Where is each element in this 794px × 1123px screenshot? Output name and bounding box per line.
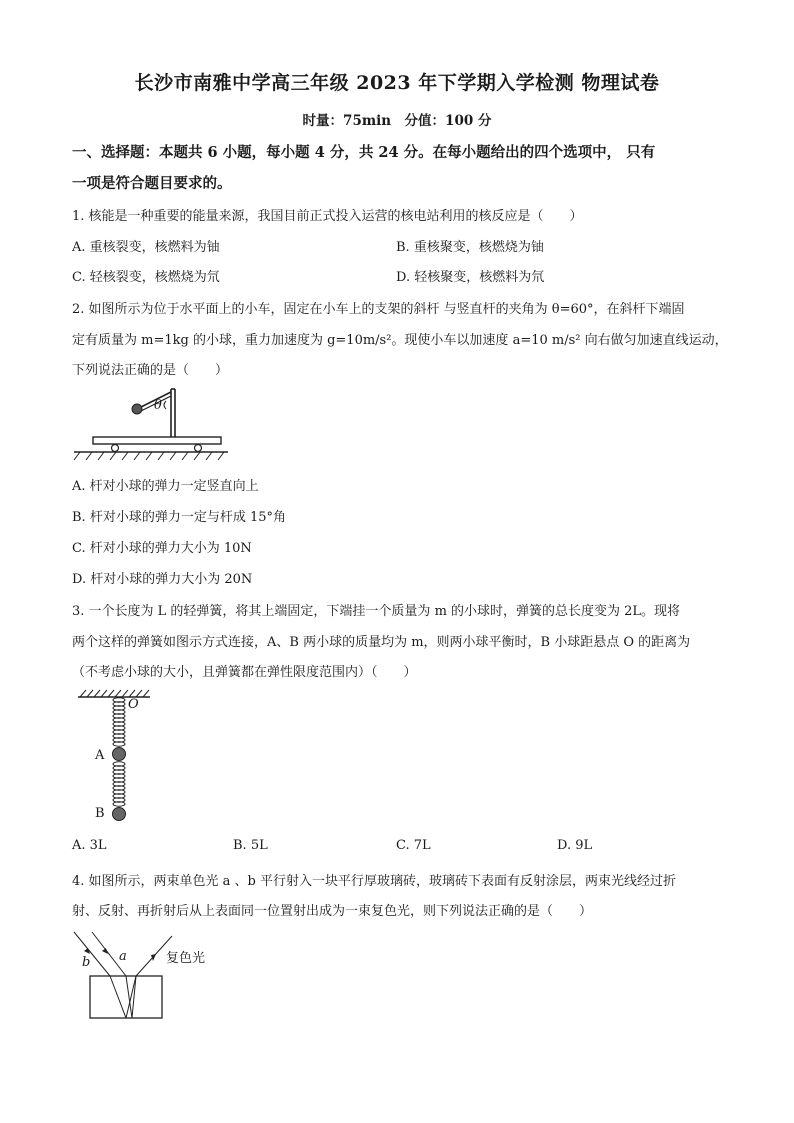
q2-option-d: D. 杆对小球的弹力大小为 20N <box>72 572 253 587</box>
q1-option-d: D. 轻核聚变，核燃料为氘 <box>396 270 545 285</box>
section-heading-cont: 一项是符合题目要求的。 <box>72 175 232 192</box>
q3-stem-line1: 3. 一个长度为 L 的轻弹簧，将其上端固定，下端挂一个质量为 m 的小球时，弹簧的总长度变为 2L。现将 <box>72 604 681 619</box>
exam-info: 时量：75min 分值：100 分 <box>302 113 492 129</box>
q1-option-c: C. 轻核裂变，核燃烧为氘 <box>72 270 220 285</box>
q3-stem-line2: 两个这样的弹簧如图示方式连接，A、B 两小球的质量均为 m，则两小球平衡时，B 小球距悬点 O 的距离为 <box>72 635 691 650</box>
q1-stem: 1. 核能是一种重要的能量来源，我国目前正式投入运营的核电站利用的核反应是（ ） <box>72 209 583 224</box>
q3-label-a: A <box>95 748 105 763</box>
q3-label-o: O <box>128 697 139 712</box>
q2-theta-label: θ <box>154 398 162 413</box>
q4-stem-line1: 4. 如图所示，两束单色光 a 、b 平行射入一块平行厚玻璃砖，玻璃砖下表面有反射涂层，两束光线经过折 <box>72 874 677 889</box>
q2-stem-line1: 2. 如图所示为位于水平面上的小车，固定在小车上的支架的斜杆 与竖直杆的夹角为 θ=60°，在斜杆下端固 <box>72 302 685 317</box>
q2-option-b: B. 杆对小球的弹力一定与杆成 15°角 <box>72 510 286 525</box>
q2-stem-line2: 定有质量为 m=1kg 的小球，重力加速度为 g=10m/s²。现使小车以加速度 a=10 m/s² 向右做匀加速直线运动， <box>72 333 728 348</box>
q4-glass-figure <box>70 928 180 1024</box>
q2-option-c: C. 杆对小球的弹力大小为 10N <box>72 541 252 556</box>
q2-stem-line3: 下列说法正确的是（ ） <box>72 363 229 378</box>
q2-option-a: A. 杆对小球的弹力一定竖直向上 <box>72 479 259 494</box>
q3-spring-figure <box>74 688 164 826</box>
q2-cart-figure <box>70 383 230 463</box>
section-heading: 一、选择题：本题共 6 小题，每小题 4 分，共 24 分。在每小题给出的四个选项中， 只有 <box>72 144 656 161</box>
q4-stem-line2: 射、反射、再折射后从上表面同一位置射出成为一束复色光，则下列说法正确的是（ ） <box>72 904 593 919</box>
page-title: 长沙市南雅中学高三年级 2023 年下学期入学检测 物理试卷 <box>134 72 660 94</box>
q3-stem-line3: （不考虑小球的大小，且弹簧都在弹性限度范围内）（ ） <box>72 665 417 680</box>
q4-label-a: a <box>119 949 127 964</box>
q3-option-d: D. 9L <box>557 838 593 853</box>
q4-label-composite: 复色光 <box>166 951 206 966</box>
q4-label-b: b <box>82 955 91 970</box>
q3-option-b: B. 5L <box>233 838 268 853</box>
q1-option-b: B. 重核聚变，核燃烧为铀 <box>396 240 544 255</box>
q1-option-a: A. 重核裂变，核燃料为铀 <box>72 240 220 255</box>
q3-option-c: C. 7L <box>396 838 431 853</box>
q3-option-a: A. 3L <box>72 838 107 853</box>
q3-label-b: B <box>95 806 105 821</box>
